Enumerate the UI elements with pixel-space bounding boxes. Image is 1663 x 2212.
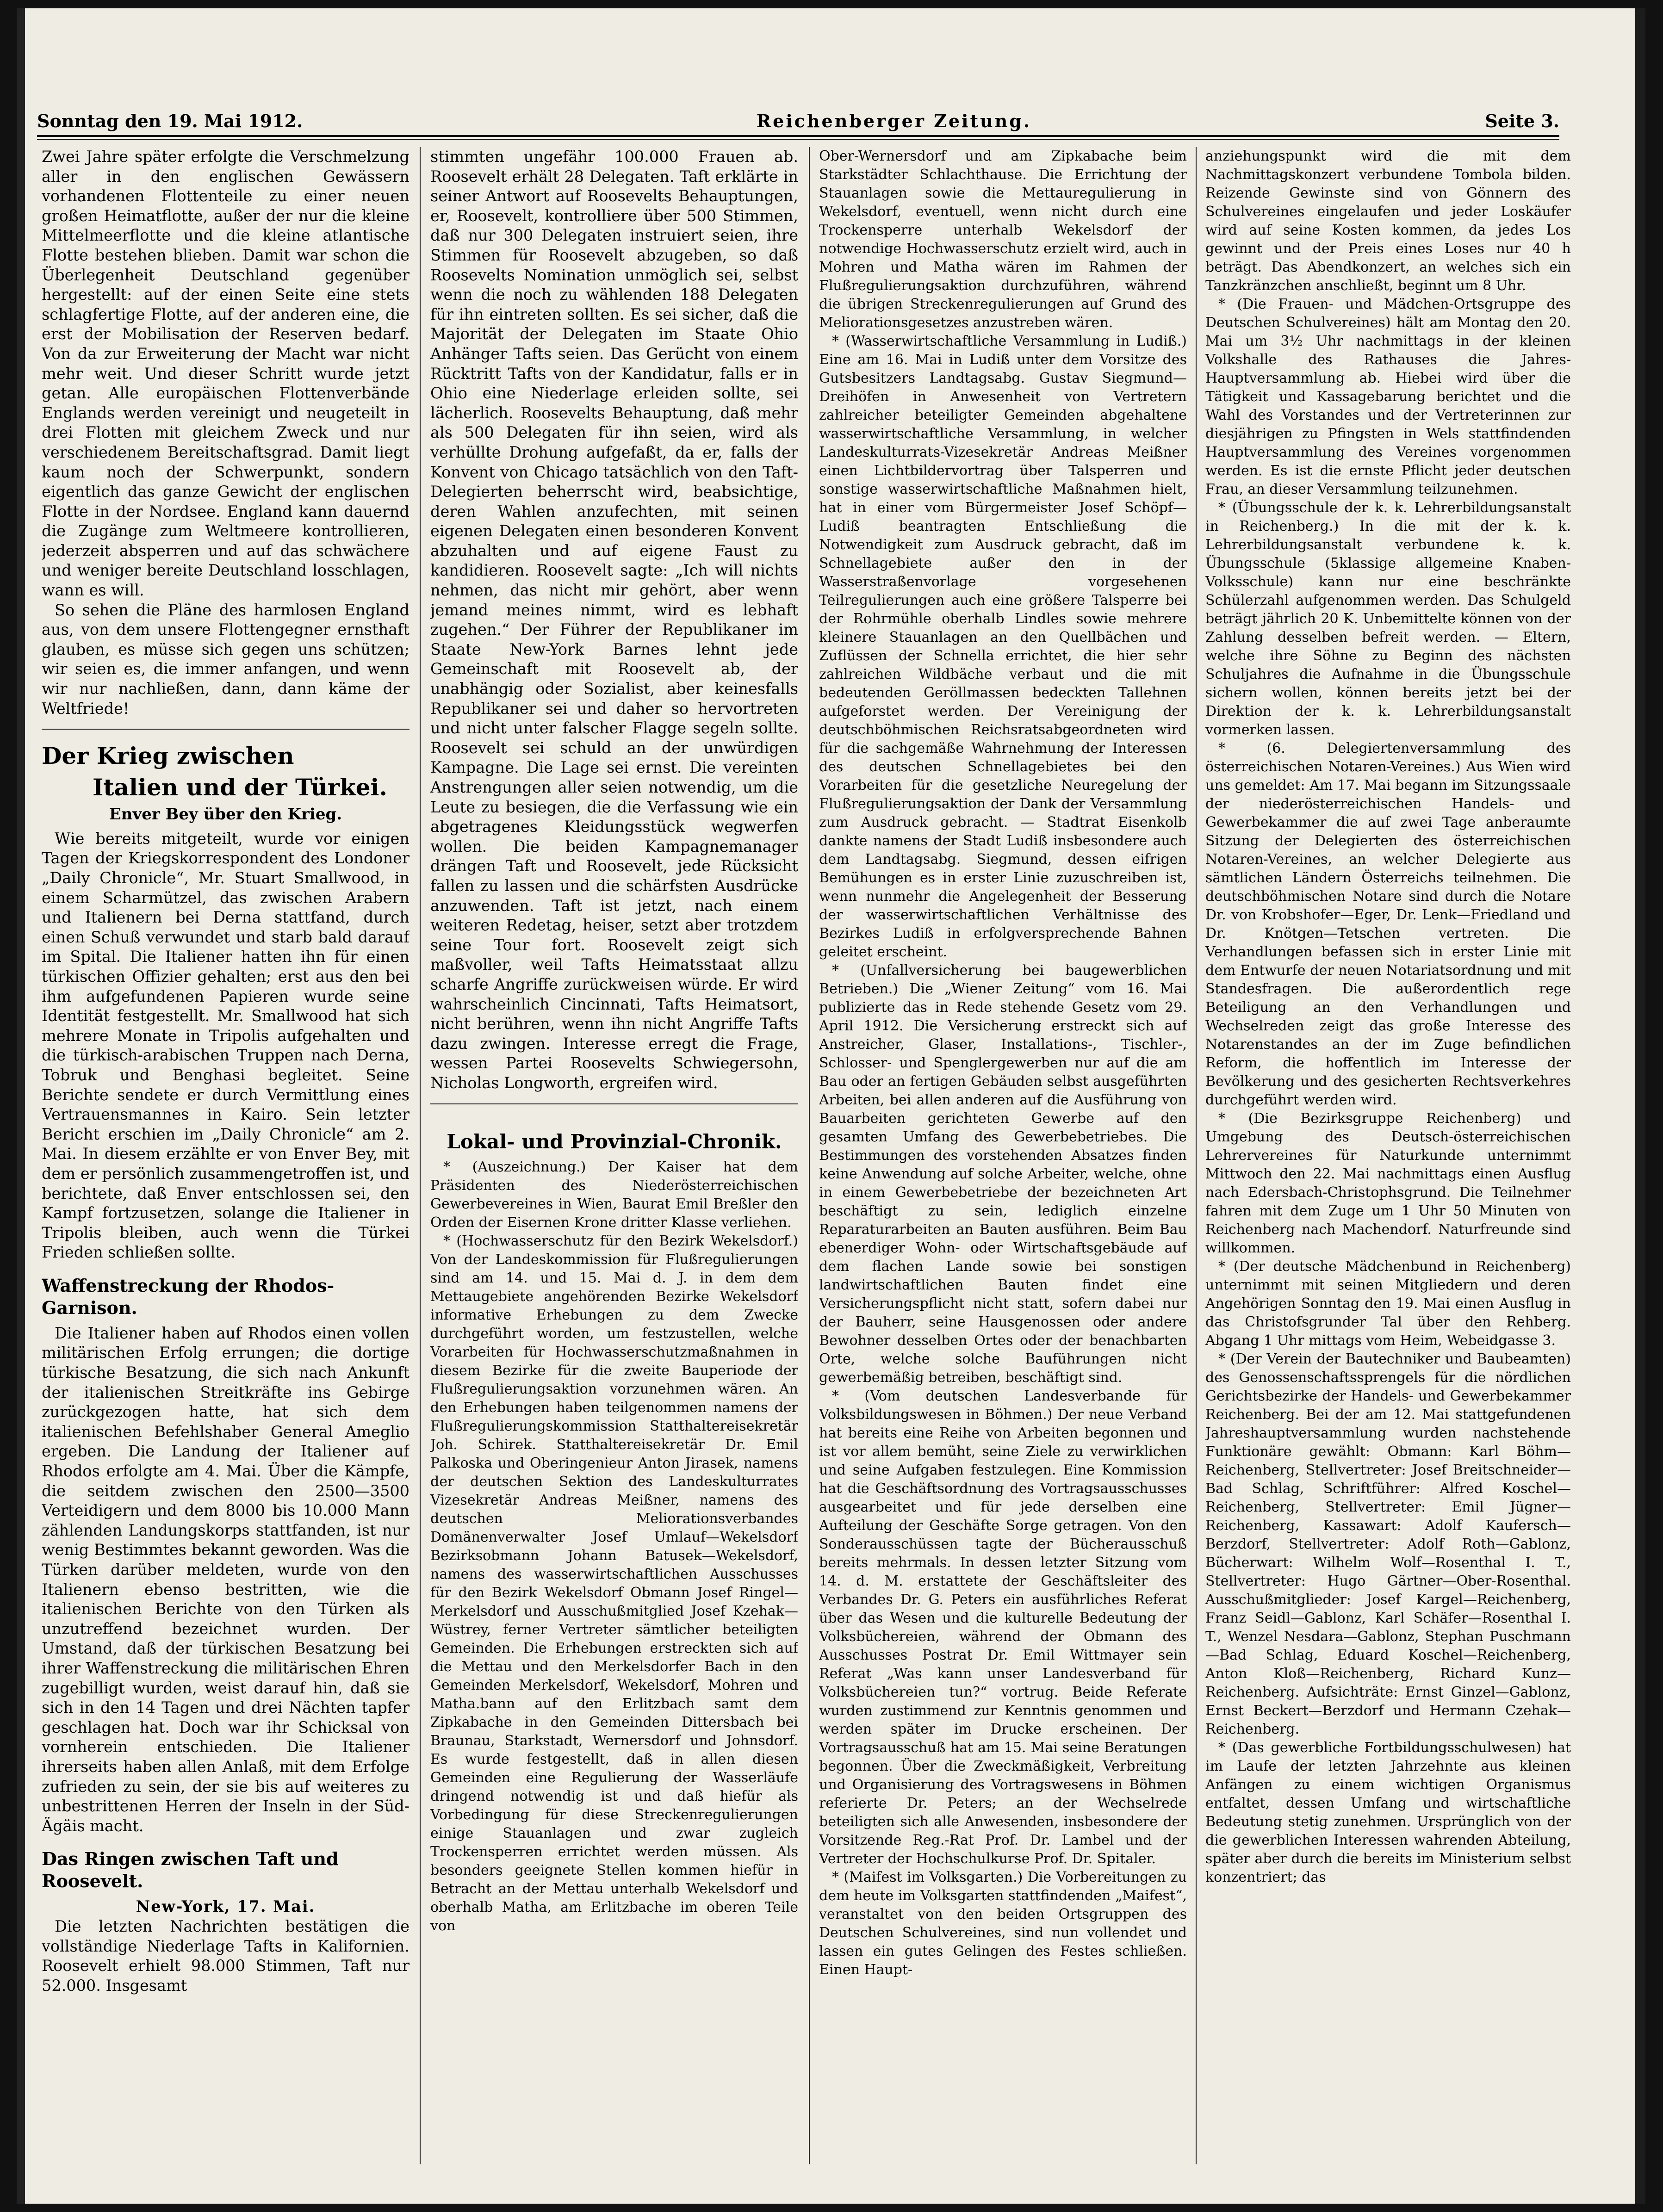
article-paragraph: Wie bereits mitgeteilt, wurde vor einigen Tagen der Kriegskorrespondent des Londoner „Daily Chronicle“, Mr. Stuart Smallwood, in einem Scharmützel, das zwischen Arabern und Italienern bei Derna stattfand, durch einen Schuß verwundet und starb bald darauf im Spital. Die Italiener hatten ihn für einen türkischen Offizier gehalten; erst aus den bei ihm aufgefundenen Papieren wurde seine Identität festgestellt. Mr. Smallwood hat sich mehrere Monate in Tripolis aufgehalten und die türkisch-arabischen Truppen nach Derna, Tobruk und Benghasi begleitet. Seine Berichte sendete er durch Vermittlung eines Vertrauensmannes in Kairo. Sein letzter Bericht erschien im „Daily Chronicle“ am 2. Mai. In diesem erzählte er von Enver Bey, mit dem er persönlich zusammengetroffen ist, und berichtete, daß Enver entschlossen sei, den Kampf fortzusetzen, solange die Italiener in Tripolis bleiben, auch wenn die Türkei Frieden schließen sollte. [42, 829, 410, 1262]
article-separator [430, 1103, 798, 1104]
news-item: * (Der deutsche Mädchenbund in Reichenberg) unternimmt mit seinen Mitgliedern und deren Angehörigen Sonntag den 19. Mai einen Ausflug in das Christofsgrunder Tal über den Rehberg. Abgang 1 Uhr mittags vom Heim, Webeidgasse 3. [1205, 1258, 1571, 1349]
headline-taft-roosevelt: Das Ringen zwischen Taft und Roosevelt. [42, 1848, 339, 1892]
news-item: * (Übungsschule der k. k. Lehrerbildungsanstalt in Reichenberg.) In die mit der k. k. Lehrerbildungsanstalt verbundene k. k. Übungsschule (5klassige allgemeine Knaben-Volksschule) kann nur eine beschränkte Schülerzahl aufgenommen werden. Das Schulgeld beträgt jährlich 20 K. Unbemittelte können von der Zahlung desselben befreit werden. — Eltern, welche ihre Söhne zu Beginn des nächsten Schuljahres die Aufnahme in die Übungsschule sichern wollen, können bereits jetzt bei der Direktion der k. k. Lehrerbildungsanstalt vormerken lassen. [1205, 500, 1571, 738]
news-item: * (Vom deutschen Landesverbande für Volksbildungswesen in Böhmen.) Der neue Verband hat bereits eine Reihe von Arbeiten begonnen und ist vor allem bemüht, seine Ziele zu verwirklichen und seine Aufgaben festzulegen. Eine Kommission hat die Geschäftsordnung des Vortragsausschusses ausgearbeitet und für jede derselben eine Aufteilung der Geschäfte Sorge getragen. Von den Sonderausschüssen tagte der Bücherausschuß bereits mehrmals. In dessen letzter Sitzung vom 14. d. M. erstattete der Geschäftsleiter des Verbandes Dr. G. Peters ein ausführliches Referat über das Wesen und die kulturelle Bedeutung der Volksbüchereien, während der Obmann des Ausschusses Postrat Dr. Emil Wittmayer sein Referat „Was kann unser Landesverband für Volksbüchereien tun?“ vortrug. Beide Referate wurden zustimmend zur Kenntnis genommen und werden später im Drucke erscheinen. Der Vortragsausschuß hat am 15. Mai seine Beratungen begonnen. Über die Zweckmäßigkeit, Verbreitung und Organisierung des Vortragswesens in Böhmen referierte Dr. Peters; an der Wechselrede beteiligten sich alle Anwesenden, insbesondere der Vorsitzende Reg.-Rat Prof. Dr. Lambel und der Vertreter der Hochschulkurse Prof. Dr. Spitaler. [819, 1388, 1187, 1867]
page-edge-left [17, 8, 25, 2204]
column-4 [1205, 147, 1571, 2164]
header-rule [37, 135, 1559, 140]
column-3 [819, 147, 1187, 2164]
news-item: anziehungspunkt wird die mit dem Nachmittagskonzert verbundene Tombola bilden. Reizende Gewinste sind von Gönnern des Schulvereines eingelaufen und jeder Loskäufer wird auf seine Kosten kommen, da jedes Los gewinnt und der Preis eines Loses nur 40 h beträgt. Das Abendkonzert, an welches sich ein Tanzkränzchen anschließt, beginnt um 8 Uhr. [1205, 148, 1571, 294]
article-paragraph: So sehen die Pläne des harmlosen England aus, von dem unsere Flottengegner ernsthaft glauben, es müsse sich gegen uns schützen; wir seien es, die immer anfangen, und wenn wir nur nachließen, dann, dann käme der Weltfriede! [42, 601, 410, 718]
headline-rhodos: Waffenstreckung der Rhodos-Garnison. [42, 1275, 335, 1318]
subheadline-enver-bey: Enver Bey über den Krieg. [109, 805, 342, 824]
article-separator [42, 729, 410, 730]
news-item: * (Unfallversicherung bei baugewerblichen Betrieben.) Die „Wiener Zeitung“ vom 16. Mai publizierte das in Rede stehende Gesetz vom 29. April 1912. Die Versicherung erstreckt sich auf Anstreicher, Glaser, Installations-, Tischler-, Schlosser- und Spenglergewerben nur auf die am Bau oder an fertigen Gebäuden selbst ausgeführten Arbeiten, bei allen anderen auf die Ausführung von Bauarbeiten gerichteten Gewerbe auf den gesamten Umfang des Gewerbebetriebes. Die Bestimmungen des vorstehenden Absatzes finden keine Anwendung auf solche Arbeiter, welche, ohne in einem Gewerbebetriebe der bezeichneten Art beschäftigt zu sein, lediglich einzelne Reparaturarbeiten an Bauten ausführen. Beim Bau ebenerdiger Wohn- oder Wirtschaftsgebäude auf dem flachen Lande sowie bei sonstigen landwirtschaftlichen Bauten findet eine Versicherungspflicht nicht statt, sofern dabei nur der Bauherr, seine Hausgenossen oder andere Bewohner desselben Ortes oder der benachbarten Orte, welche solche Bauführungen nicht gewerbemäßig betreiben, beschäftigt sind. [819, 962, 1187, 1386]
article-paragraph: stimmten ungefähr 100.000 Frauen ab. Roosevelt erhält 28 Delegaten. Taft erklärte in seiner Antwort auf Roosevelts Behauptungen, er, Roosevelt, kontrolliere über 500 Stimmen, daß nur 300 Delegaten instruiert seien, ihre Stimmen für Roosevelt abzugeben, so daß Roosevelts Nomination unmöglich sei, selbst wenn die noch zu wählenden 188 Delegaten für ihn eintreten sollten. Es sei sicher, daß die Majorität der Delegaten im Staate Ohio Anhänger Tafts seien. Das Gerücht von einem Rücktritt Tafts von der Kandidatur, falls er in Ohio eine Niederlage erleiden sollte, sei lächerlich. Roosevelts Behauptung, daß mehr als 500 Delegaten für ihn seien, wird als verhüllte Drohung aufgefaßt, da er, falls der Konvent von Chicago tatsächlich von den Taft-Delegierten beherrscht wird, beabsichtige, deren Wahlen anzufechten, mit seinen eigenen Delegaten einen besonderen Konvent abzuhalten und auf eigene Faust zu kandidieren. Roosevelt sagte: „Ich will nichts nehmen, das nicht mir gehört, aber wenn jemand meines nimmt, wird es lebhaft zugehen.“ Der Führer der Republikaner im Staate New-York Barnes lehnt jede Gemeinschaft mit Roosevelt ab, der unabhängig oder Sozialist, aber keinesfalls Republikaner sei und daher so hervortreten und nicht unter falscher Flagge segeln sollte. Roosevelt sei schuld an der unwürdigen Kampagne. Die Lage sei ernst. Die vereinten Anstrengungen aller seien notwendig, um die Leute zu besiegen, die die Verfassung wie ein abgetragenes Kleidungsstück wegwerfen wollen. Die beiden Kampagnemanager drängen Taft und Roosevelt, jede Rücksicht fallen zu lassen und die schärfsten Ausdrücke anzuwenden. Taft ist jetzt, nach einem weiteren Redetag, heiser, setzt aber trotzdem seine Tour fort. Roosevelt zeigt sich maßvoller, weil Tafts Heimatsstaat allzu scharfe Angriffe zurückweisen würde. Er wird wahrscheinlich Cincinnati, Tafts Heimatsort, nicht berühren, wenn ihn nicht Angriffe Tafts dazu zwingen. Interesse erregt die Frage, wessen Partei Roosevelts Schwiegersohn, Nicholas Longworth, ergreifen wird. [430, 148, 798, 1092]
headline-local-chronicle: Lokal- und Provinzial-Chronik. [447, 1130, 782, 1153]
article-paragraph: Zwei Jahre später erfolgte die Verschmelzung aller in den englischen Gewässern vorhandenen Flottenteile zu einer neuen großen Heimatflotte, außer der nur die kleine Mittelmeerflotte und die kleine atlantische Flotte bestehen blieben. Damit war schon die Überlegenheit Deutschland gegenüber hergestellt: auf der einen Seite eine stets schlagfertige Flotte, auf der anderen eine, die erst der Mobilisation der Reserven bedarf. Von da zur Erweiterung der Macht war nicht mehr weit. Und dieser Schritt wurde jetzt getan. Alle europäischen Flottenverbände Englands werden vereinigt und neugeteilt in drei Flotten mit gleichem Zweck und nur verschiedenem Bereitschaftsgrad. Damit liegt kaum noch der Schwerpunkt, sondern eigentlich das ganze Gewicht der englischen Flotte in der Nordsee. England kann dauernd die Zugänge zum Weltmeere kontrollieren, jederzeit absperren und auf das schwächere und weniger bereite Deutschland losschlagen, wann es will. [42, 148, 410, 600]
page-header [37, 102, 1559, 131]
article-paragraph: Die Italiener haben auf Rhodos einen vollen militärischen Erfolg errungen; die dortige türkische Besatzung, die sich nach Ankunft der italienischen Streitkräfte ins Gebirge zurückgezogen hatte, hat sich dem italienischen Befehlshaber General Ameglio ergeben. Die Landung der Italiener auf Rhodos erfolgte am 4. Mai. Über die Kämpfe, die seitdem zwischen den 2500—3500 Verteidigern und dem 8000 bis 10.000 Mann zählenden Landungskorps stattfanden, ist nur wenig Bestimmtes bekannt geworden. Was die Türken darüber meldeten, wurde von den Italienern ebenso bestritten, wie die italienischen Berichte von den Türken als unzutreffend bezeichnet wurden. Der Umstand, daß der türkischen Besatzung bei ihrer Waffenstreckung die militärischen Ehren zugebilligt wurden, weist darauf hin, daß sie sich in den 14 Tagen und drei Nächten tapfer geschlagen hat. Doch war ihr Schicksal von vornherein entschieden. Die Italiener ihrerseits haben allen Anlaß, mit dem Erfolge zufrieden zu sein, der sie bis auf weiteres zu unbestrittenen Herren der Inseln in der Süd-Ägäis macht. [42, 1324, 410, 1835]
column-divider [1196, 147, 1197, 2164]
news-item: * (Der Verein der Bautechniker und Baubeamten) des Genossenschaftssprengels für die nördlichen Gerichtsbezirke der Handels- und Gewerbekammer Reichenberg. Bei der am 12. Mai stattgefundenen Jahreshauptversammlung wurden nachstehende Funktionäre gewählt: Obmann: Karl Böhm—Reichenberg, Stellvertreter: Josef Breitschneider—Bad Schlag, Schriftführer: Alfred Koschel—Reichenberg, Stellvertreter: Emil Jügner—Reichenberg, Kassawart: Adolf Kaufersch—Berzdorf, Stellvertreter: Adolf Roth—Gablonz, Bücherwart: Wilhelm Wolf—Rosenthal I. T., Stellvertreter: Hugo Gärtner—Ober-Rosenthal. Ausschußmitglieder: Josef Kargel—Reichenberg, Franz Seidl—Gablonz, Karl Schäfer—Rosenthal I. T., Wenzel Nesdara—Gablonz, Stephan Puschmann—Bad Schlag, Eduard Koschel—Reichenberg, Anton Kloß—Reichenberg, Richard Kunz—Reichenberg. Aufsichträte: Ernst Ginzel—Gablonz, Ernst Beckert—Berzdorf und Hermann Czehak—Reichenberg. [1205, 1351, 1571, 1737]
header-masthead: Reichenberger Zeitung. [756, 111, 1032, 131]
column-1 [42, 147, 410, 2164]
headline-war: Der Krieg zwischen [42, 742, 294, 770]
news-item: * (Wasserwirtschaftliche Versammlung in Ludiß.) Eine am 16. Mai in Ludiß unter dem Vorsitze des Gutsbesitzers Landtagsabg. Gustav Siegmund—Dreihöfen in Anwesenheit von Vertretern zahlreicher beteiligter Gemeinden abgehaltene wasserwirtschaftliche Versammlung, in welcher Landeskulturrats-Vizesekretär Andreas Meißner einen Lichtbildervortrag über Talsperren und sonstige wasserwirtschaftliche Maßnahmen hielt, hat in einer vom Bürgermeister Josef Schöpf—Ludiß beantragten Entschließung die Notwendigkeit zum Ausdruck gebracht, daß im Schnellagebiete außer den in der Wasserstraßenvorlage vorgesehenen Teilregulierungen auch eine größere Talsperre bei der Rohrmühle oberhalb Lindles sowie mehrere kleinere Stauanlagen an den Quellbächen und Zuflüssen der Schnella errichtet, die hier sehr zahlreichen Wildbäche verbaut und die mit bedeutenden Geröllmassen bedeckten Tallehnen aufgeforstet werden. Der Vereinigung der deutschböhmischen Reichsratsabgeordneten wird für die sachgemäße Wahrnehmung der Interessen des deutschen Schnellagebietes bei den Vorarbeiten für die gesetzliche Neuregelung der Flußregulierungsaktion der Dank der Versammlung zum Ausdruck gebracht. — Stadtrat Eisenkolb dankte namens der Stadt Ludiß insbesondere auch dem Landtagsabg. Siegmund, dessen eifrigen Bemühungen es in erster Linie zuzuschreiben ist, wenn nunmehr die Angelegenheit der Besserung der wasserwirtschaftlichen Verhältnisse des Bezirkes Ludiß in erfolgversprechende Bahnen geleitet erscheint. [819, 333, 1187, 960]
headline-war-line2: Italien und der Türkei. [93, 774, 387, 801]
news-item: * (Die Frauen- und Mädchen-Ortsgruppe des Deutschen Schulvereines) hält am Montag den 20. Mai um 3½ Uhr nachmittags in der kleinen Volkshalle des Rathauses die Jahres-Hauptversammlung ab. Hiebei wird über die Tätigkeit und Kassagebarung berichtet und die Wahl des Vorstandes und der Vertreterinnen zur diesjährigen zu Pfingsten in Wels stattfindenden Hauptversammlung des Vereines vorgenommen werden. Es ist die ernste Pflicht jeder deutschen Frau, an dieser Versammlung teilzunehmen. [1205, 296, 1571, 497]
news-item: * (Die Bezirksgruppe Reichenberg) und Umgebung des Deutsch-österreichischen Lehrervereines für Naturkunde unternimmt Mittwoch den 22. Mai nachmittags einen Ausflug nach Edersbach-Christophsgrund. Die Teilnehmer fahren mit dem Zuge um 1 Uhr 50 Minuten von Reichenberg nach Machendorf. Naturfreunde sind willkommen. [1205, 1110, 1571, 1256]
news-item: * (Das gewerbliche Fortbildungsschulwesen) hat im Laufe der letzten Jahrzehnte aus kleinen Anfängen zu einem wichtigen Organismus entfaltet, dessen Umfang und wirtschaftliche Bedeutung stetig zunehmen. Ursprünglich von der die gewerblichen Interessen wahrenden Abteilung, später aber durch die bereits im Ministerium selbst konzentriert; das [1205, 1740, 1571, 1885]
header-page-number: Seite 3. [1485, 111, 1559, 131]
news-item: * (Maifest im Volksgarten.) Die Vorbereitungen zu dem heute im Volksgarten stattfindenden „Maifest“, veranstaltet von den beiden Ortsgruppen des Deutschen Schulvereines, sind nun vollendet und lassen ein gutes Gelingen des Festes schließen. Einen Haupt- [819, 1869, 1187, 1978]
header-date: Sonntag den 19. Mai 1912. [37, 111, 303, 131]
column-divider [420, 147, 421, 2164]
page-edge-right [1635, 8, 1645, 2204]
dateline: New-York, 17. Mai. [136, 1897, 316, 1916]
column-divider [809, 147, 810, 2164]
article-paragraph: Die letzten Nachrichten bestätigen die vollständige Niederlage Tafts in Kalifornien. Roosevelt erhielt 98.000 Stimmen, Taft nur 52.000. Insgesamt [42, 1917, 410, 1995]
news-item: * (6. Delegiertenversammlung des österreichischen Notaren-Vereines.) Aus Wien wird uns gemeldet: Am 17. Mai begann im Sitzungssaale der niederösterreichischen Handels- und Gewerbekammer die auf zwei Tage anberaumte Sitzung der Delegierten des österreichischen Notaren-Vereines, an welcher Delegierte aus sämtlichen Ländern Österreichs teilnehmen. Die deutschböhmischen Notare sind durch die Notare Dr. von Krobshofer—Eger, Dr. Lenk—Friedland und Dr. Knötgen—Tetschen vertreten. Die Verhandlungen befassen sich in erster Linie mit dem Entwurfe der neuen Notariatsordnung und mit Standesfragen. Die außerordentlich rege Beteiligung an den Verhandlungen und Wechselreden zeigt das große Interesse des Notarenstandes an der im Zuge befindlichen Reform, die hoffentlich im Interesse der Bevölkerung und des gesicherten Rechtsverkehres durchgeführt werden wird. [1205, 740, 1571, 1108]
news-item: * (Hochwasserschutz für den Bezirk Wekelsdorf.) Von der Landeskommission für Flußregulierungen sind am 14. und 15. Mai d. J. in dem dem Mettaugebiete angehörenden Bezirke Wekelsdorf informative Erhebungen zu dem Zwecke durchgeführt worden, um festzustellen, welche Vorarbeiten für Hochwasserschutzmaßnahmen in diesem Bezirke für die zweite Bauperiode der Flußregulierungsaktion vorzunehmen wären. An den Erhebungen haben teilgenommen namens der Flußregulierungskommission Statthaltereisekretär Joh. Schirek. Statthaltereisekretär Dr. Emil Palkoska und Oberingenieur Anton Jirasek, namens der deutschen Sektion des Landeskulturrates Vizesekretär Andreas Meißner, namens des deutschen Meliorationsverbandes Domänenverwalter Josef Umlauf—Wekelsdorf Bezirksobmann Johann Batusek—Wekelsdorf, namens des wasserwirtschaftlichen Ausschusses für den Bezirk Wekelsdorf Obmann Josef Ringel—Merkelsdorf und Ausschußmitglied Josef Kzehak—Wüstrey, ferner Vertreter sämtlicher beteiligten Gemeinden. Die Erhebungen erstreckten sich auf die Mettau und den Merkelsdorfer Bach in den Gemeinden Merkelsdorf, Wekelsdorf, Mohren und Matha.bann auf den Erlitzbach samt dem Zipkabache in den Gemeinden Dittersbach bei Braunau, Starkstadt, Wernersdorf und Johnsdorf. Es wurde festgestellt, daß in allen diesen Gemeinden eine Regulierung der Wasserläufe dringend notwendig ist und daß hiefür als Vorbedingung für diese Streckenregulierungen einige Stauanlagen und zwar zugleich Trockensperren errichtet werden müssen. Als besonders geeignete Stellen kommen hiefür in Betracht an der Mettau unterhalb Wekelsdorf und oberhalb Matha, am Erlitzbache im oberen Teile von [430, 1233, 798, 1934]
column-2 [430, 147, 798, 2164]
news-item: * (Auszeichnung.) Der Kaiser hat dem Präsidenten des Niederösterreichischen Gewerbevereines in Wien, Baurat Emil Breßler den Orden der Eisernen Krone dritter Klasse verliehen. [430, 1159, 798, 1231]
news-item: Ober-Wernersdorf und am Zipkabache beim Starkstädter Schlachthause. Die Errichtung der Stauanlagen sowie die Mettauregulierung in Wekelsdorf, eventuell, wenn nicht durch eine Trockensperre unterhalb Wekelsdorf der notwendige Hochwasserschutz erzielt wird, auch in Mohren und Matha wären im Rahmen der Flußregulierungsaktion durchzuführen, während die übrigen Streckenregulierungen auf Grund des Meliorationsgesetzes anzustreben wären. [819, 148, 1187, 331]
